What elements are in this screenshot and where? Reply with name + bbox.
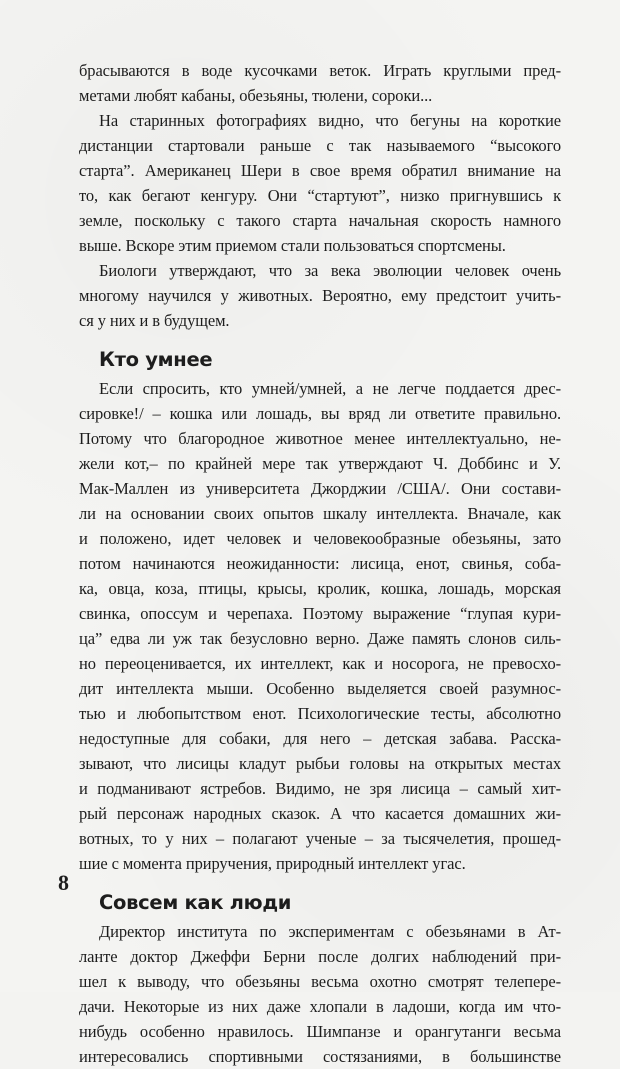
text-line: дистанции стартовали раньше с так называемого “высокого — [79, 136, 561, 155]
section-heading-like-people: Совсем как люди — [99, 891, 292, 914]
text-line: Мак-Маллен из университета Джорджии /США/. Они состави- — [79, 479, 561, 498]
text-line: шел к выводу, что обезьяны весьма охотно смотрят телепере- — [79, 972, 561, 991]
text-line: свинка, опоссум и черепаха. Поэтому выражение “глупая кури- — [79, 604, 561, 623]
text-line: шие с момента приручения, природный интеллект угас. — [79, 854, 466, 873]
text-line: недоступные для собаки, для него – детская забава. Расска- — [79, 729, 561, 748]
text-line: сировке!/ – кошка или лошадь, вы вряд ли ответите правильно. — [79, 404, 561, 423]
text-line: ца” едва ли уж так безусловно верно. Даже память слонов силь- — [79, 629, 561, 648]
text-line: ланте доктор Джеффи Берни после долгих наблюдений при- — [79, 947, 561, 966]
text-line: жели кот,– по крайней мере так утверждают Ч. Доббинс и У. — [79, 454, 561, 473]
intro-section — [79, 58, 561, 333]
text-line: и положено, идет человек и человекообразные обезьяны, зато — [79, 529, 561, 548]
text-line: потом начинаются неожиданности: лисица, енот, свинья, соба- — [79, 554, 561, 573]
text-line: ли на основании своих опытов шкалу интеллекта. Вначале, как — [79, 504, 561, 523]
text-line: ся у них и в будущем. — [79, 311, 230, 330]
text-line: вотных, то у них – полагают ученые – за тысячелетия, прошед- — [79, 829, 561, 848]
text-line: земле, поскольку с такого старта начальная скорость намного — [79, 211, 561, 230]
page-number: 8 — [58, 870, 69, 895]
text-line: дачи. Некоторые из них даже хлопали в ладоши, когда им что- — [79, 997, 561, 1016]
section-heading-smarter: Кто умнее — [99, 348, 213, 371]
text-line: ка, овца, коза, птицы, крысы, кролик, кошка, лошадь, морская — [79, 579, 561, 598]
text-line: выше. Вскоре этим приемом стали пользоваться спортсмены. — [79, 236, 506, 255]
text-line: тью и любопытством енот. Психологические тесты, абсолютно — [79, 704, 561, 723]
text-line: то, как бегают кенгуру. Они “стартуют”, низко пригнувшись к — [79, 186, 561, 205]
text-line: рый персонаж народных сказок. А что касается домашних жи- — [79, 804, 561, 823]
text-line: брасываются в воде кусочками веток. Играть круглыми пред- — [79, 61, 561, 80]
like-people-section — [79, 919, 561, 1069]
text-line: Директор института по экспериментам с обезьянами в Ат- — [99, 922, 561, 941]
page-text-column — [79, 58, 561, 1069]
text-line: зывают, что лисицы кладут рыбьи головы на открытых местах — [79, 754, 561, 773]
text-line: Потому что благородное животное менее интеллектуально, не- — [79, 429, 561, 448]
text-line: но переоценивается, их интеллект, как и носорога, не превосхо- — [79, 654, 561, 673]
text-line: метами любят кабаны, обезьяны, тюлени, сороки... — [79, 86, 433, 105]
text-line: Биологи утверждают, что за века эволюции человек очень — [99, 261, 561, 280]
text-line: нибудь особенно нравилось. Шимпанзе и орангутанги весьма — [79, 1022, 561, 1041]
text-line: многому научился у животных. Вероятно, ему предстоит учить- — [79, 286, 561, 305]
text-line: Если спросить, кто умней/умней, а не легче поддается дрес- — [99, 379, 561, 398]
smarter-section — [79, 376, 561, 876]
text-line: старта”. Американец Шери в свое время обратил внимание на — [79, 161, 561, 180]
text-line: дит интеллекта мыши. Особенно выделяется своей разумнос- — [79, 679, 561, 698]
text-line: интересовались спортивными состязаниями, в большинстве — [79, 1047, 561, 1066]
text-line: На старинных фотографиях видно, что бегуны на короткие — [99, 111, 561, 130]
text-line: и подманивают ястребов. Видимо, не зря лисица – самый хит- — [79, 779, 561, 798]
